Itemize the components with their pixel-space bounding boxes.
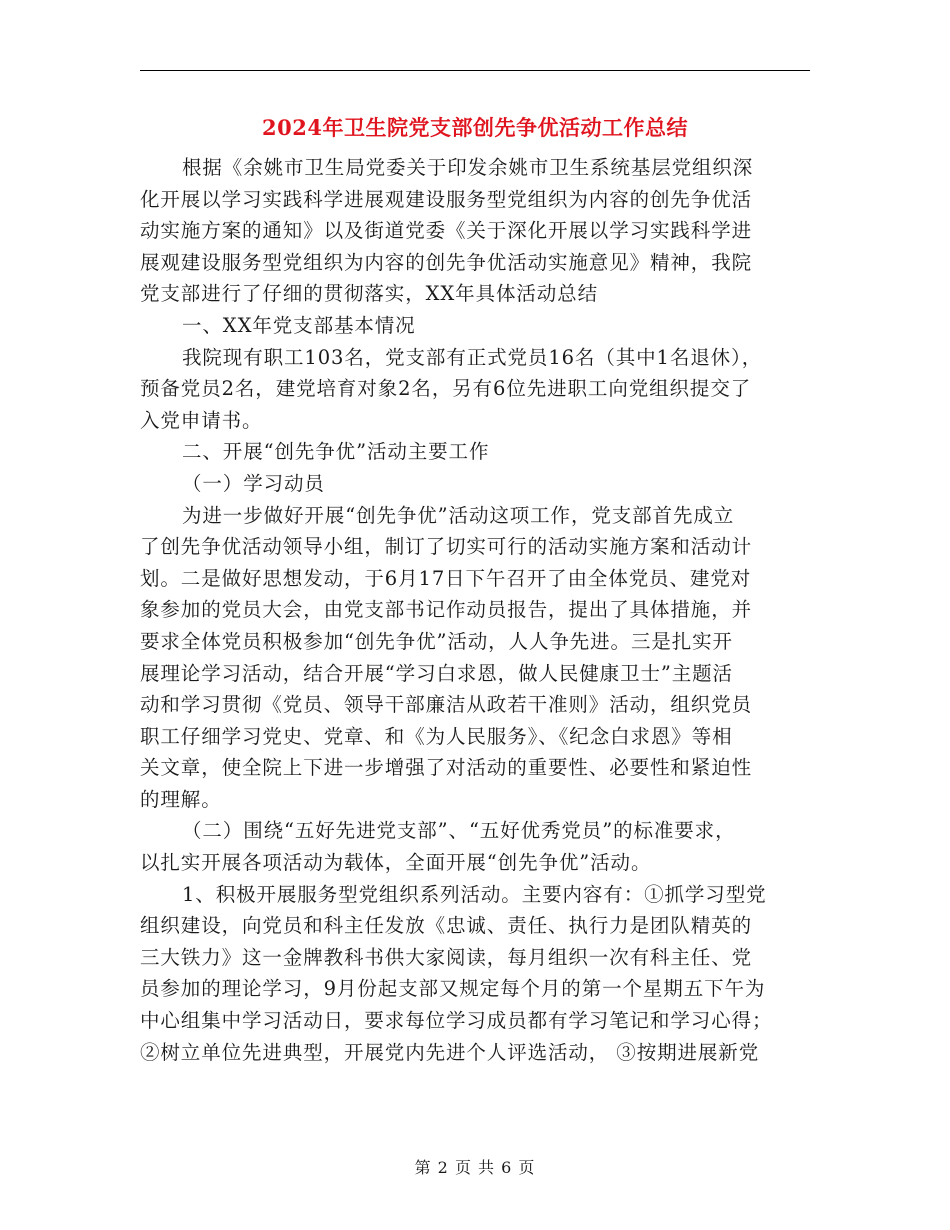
body-line: 要求全体党员积极参加“创先争优”活动，人人争先进。三是扎实开 — [140, 629, 733, 653]
body-line: 中心组集中学习活动日，要求每位学习成员都有学习笔记和学习心得； — [140, 1009, 773, 1033]
body-line: 了创先争优活动领导小组，制订了切实可行的活动实施方案和活动计 — [140, 535, 753, 559]
body-line: 党支部进行了仔细的贯彻落实，XX年具体活动总结 — [140, 282, 598, 306]
body-line: 员参加的理论学习，9月份起支部又规定每个月的第一个星期五下午为 — [140, 977, 766, 1001]
body-line: 动和学习贯彻《党员、领导干部廉洁从政若干准则》活动，组织党员 — [140, 693, 753, 717]
body-line: 化开展以学习实践科学进展观建设服务型党组织为内容的创先争优活 — [140, 187, 753, 211]
body-line: 展观建设服务型党组织为内容的创先争优活动实施意见》精神，我院 — [140, 250, 753, 274]
body-line: ②树立单位先进典型，开展党内先进个人评选活动， ③按期进展新党 — [140, 1040, 760, 1064]
page-number: 第 2 页 共 6 页 — [414, 1158, 536, 1177]
body-line: 预备党员2名，建党培育对象2名，另有6位先进职工向党组织提交了 — [140, 377, 752, 401]
body-line: 以扎实开展各项活动为载体，全面开展“创先争优”活动。 — [140, 851, 652, 875]
body-line: 我院现有职工103名，党支部有正式党员16名（其中1名退休）， — [182, 345, 763, 369]
body-line: 根据《余姚市卫生局党委关于印发余姚市卫生系统基层党组织深 — [182, 156, 754, 179]
body-line: 象参加的党员大会，由党支部书记作动员报告，提出了具体措施，并 — [140, 598, 753, 622]
body-line: 职工仔细学习党史、党章、和《为人民服务》、《纪念白求恩》等相 — [140, 724, 733, 748]
document-title: 2024年卫生院党支部创先争优活动工作总结 — [262, 115, 688, 140]
header-rule — [140, 70, 810, 71]
body-line: 入党申请书。 — [140, 408, 263, 432]
body-line: 为进一步做好开展“创先争优”活动这项工作，党支部首先成立 — [182, 503, 735, 527]
body-line: 1、积极开展服务型党组织系列活动。主要内容有：①抓学习型党 — [182, 882, 767, 906]
body-line: 三大铁力》这一金牌教科书供大家阅读，每月组织一次有科主任、党 — [140, 945, 753, 969]
body-line: 组织建设，向党员和科主任发放《忠诚、责任、执行力是团队精英的 — [140, 914, 753, 938]
body-line: 动实施方案的通知》以及街道党委《关于深化开展以学习实践科学进 — [140, 219, 753, 243]
body-line: 的理解。 — [140, 787, 222, 811]
subsection-heading: （一）学习动员 — [182, 471, 325, 495]
document-body — [140, 152, 810, 1068]
section-heading: 一、XX年党支部基本情况 — [182, 313, 416, 337]
subsection-heading: （二）围绕“五好先进党支部”、“五好优秀党员”的标准要求， — [182, 819, 736, 843]
body-line: 划。二是做好思想发动，于6月17日下午召开了由全体党员、建党对 — [140, 566, 752, 590]
section-heading: 二、开展“创先争优”活动主要工作 — [182, 440, 490, 464]
body-line: 关文章，使全院上下进一步增强了对活动的重要性、必要性和紧迫性 — [140, 756, 753, 780]
body-line: 展理论学习活动，结合开展“学习白求恩，做人民健康卫士”主题活 — [140, 661, 733, 685]
